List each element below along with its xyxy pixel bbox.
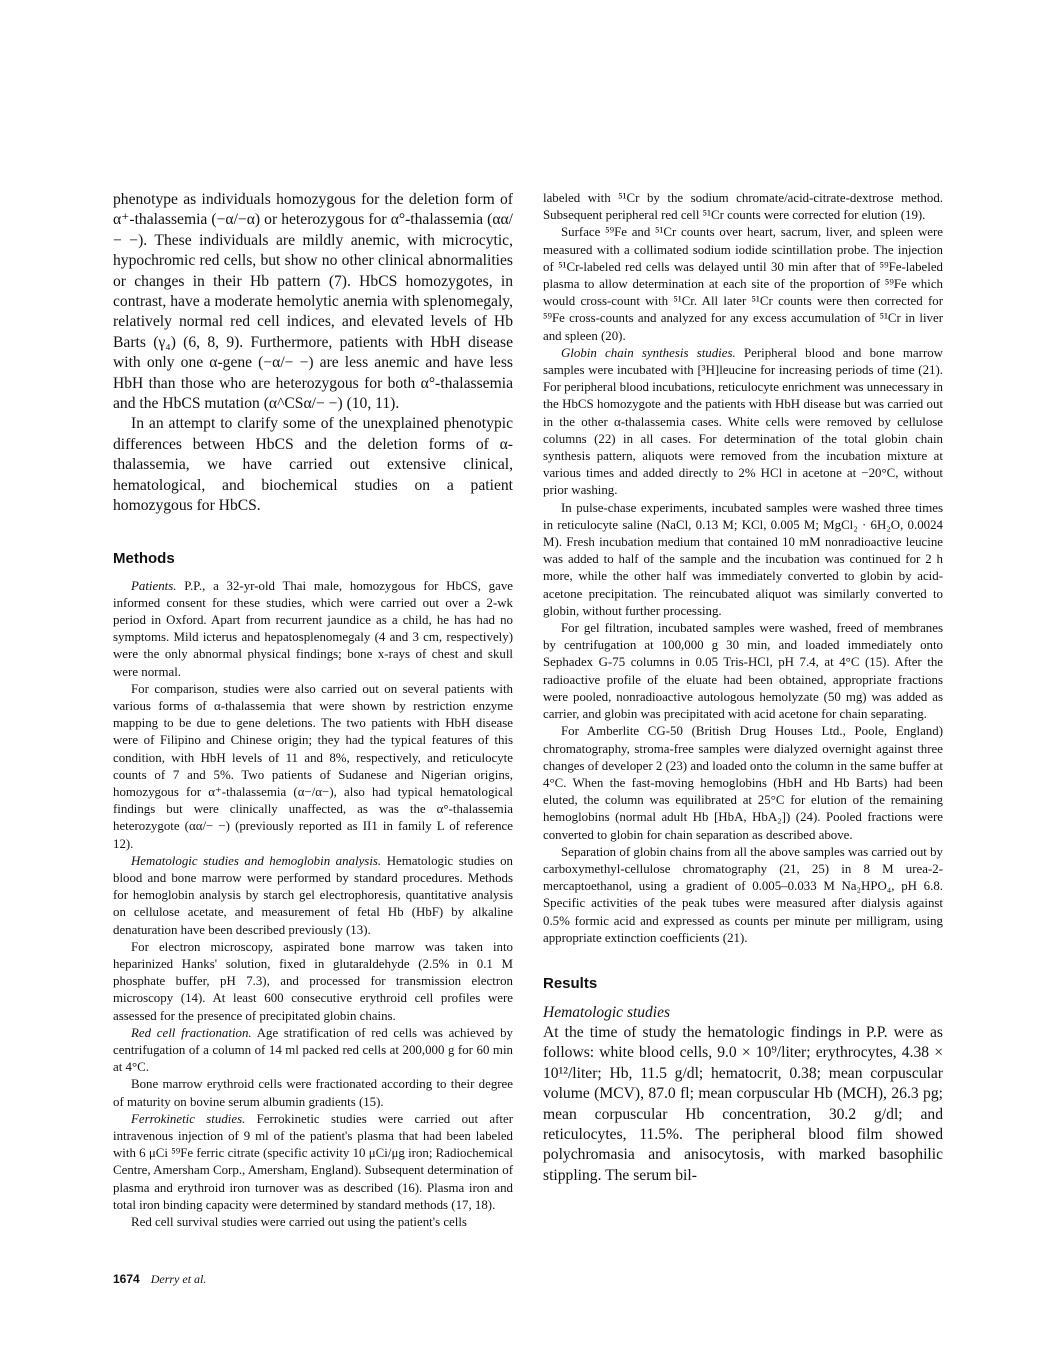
results-heading: Results bbox=[543, 974, 598, 992]
globin-runin: Globin chain synthesis studies. bbox=[561, 345, 736, 360]
results-section bbox=[543, 1023, 943, 1186]
methods-continued bbox=[543, 190, 943, 947]
patients-runin: Patients. bbox=[131, 578, 177, 593]
hematologic-runin: Hematologic studies and hemoglobin analysis. bbox=[131, 853, 382, 868]
fractionation-runin: Red cell fractionation. bbox=[131, 1025, 252, 1040]
hematologic-paragraph bbox=[113, 853, 513, 939]
hematologic-text: Hematologic studies on blood and bone marrow were performed by standard procedures. Methods for hemoglobin analysis by starch gel electrophoresis, quantitative analysis on cellulose acetate, and measurement of fetal Hb (HbF) by alkaline denaturation have been described previously (13). bbox=[113, 853, 514, 937]
fractionation-paragraph bbox=[113, 1025, 513, 1077]
gel-filtration-paragraph: For gel filtration, incubated samples were washed, freed of membranes by centrifugation at 100,000 g 30 min, and loaded immediately onto Sephadex G-75 columns in 0.05 Tris-HCl, pH 7.4, at 4°C (15). After the radioactive profile of the eluate had been obtained, appropriate fractions were pooled, nonradioactive autologous hemolyzate (50 mg) was added as carrier, and globin was precipitated with acid acetone for chain separating. bbox=[543, 621, 943, 722]
marrow-paragraph: Bone marrow erythroid cells were fractionated according to their degree of maturity on bovine serum albumin gradients (15). bbox=[113, 1077, 513, 1109]
separation-paragraph: Separation of globin chains from all the above samples was carried out by carboxymethyl-cellulose chromatography (21, 25) in 8 M urea-2-mercaptoethanol, using a gradient of 0.005–0.033 M Na₂HPO₄, pH 6.8. Specific activities of the peak tubes were measured after dialysis against 0.5% formic acid and expressed as counts per minute per milligram, using appropriate extinction coefficients (21). bbox=[543, 844, 943, 945]
methods-section bbox=[113, 578, 513, 1232]
page-number: 1674 bbox=[113, 1272, 140, 1286]
intro-paragraph-2: In an attempt to clarify some of the unexplained phenotypic differences between HbCS and the deletion forms of α-thalassemia, we have carried out extensive clinical, hematological, and biochemical studies on a patient homozygous for HbCS. bbox=[113, 415, 513, 515]
intro-section bbox=[113, 190, 513, 517]
amberlite-paragraph: For Amberlite CG-50 (British Drug Houses Ltd., Poole, England) chromatography, stroma-free samples were dialyzed overnight against three changes of developer 2 (23) and loaded onto the column in the same buffer at 4°C. When the fast-moving hemoglobins (HbH and Hb Barts) had been eluted, the column was equilibrated at 25°C for elution of the remaining hemoglobins (normal adult Hb [HbA, HbA₂]) (24). Pooled fractions were converted to globin for chain separation as described above. bbox=[543, 724, 943, 842]
ferrokinetic-text: Ferrokinetic studies were carried out after intravenous injection of 9 ml of the patient's plasma that had been labeled with 6 μCi ⁵⁹Fe ferric citrate (specific activity 10 μCi/μg iron; Radiochemical Centre, Amersham Corp., Amersham, England). Subsequent determination of plasma and erythroid iron turnover was as described (16). Plasma iron and total iron binding capacity were determined by standard methods (17, 18). bbox=[113, 1111, 513, 1212]
running-authors: Derry et al. bbox=[150, 1272, 207, 1286]
page-footer bbox=[113, 1272, 206, 1287]
pulse-chase-paragraph: In pulse-chase experiments, incubated samples were washed three times in reticulocyte saline (NaCl, 0.13 M; KCl, 0.005 M; MgCl₂ · 6H₂O, 0.0024 M). Fresh incubation medium that contained 10 mM nonradioactive leucine was added to half of the sample and the incubation was continued for 2 h more, while the other half was immediately converted to globin by acid-acetone precipitation. The reincubated aliquot was similarly converted to globin, without further processing. bbox=[543, 500, 943, 618]
comparison-paragraph: For comparison, studies were also carried out on several patients with various forms of α-thalassemia that were shown by restriction enzyme mapping to be due to gene deletions. The two patients with HbH disease were of Filipino and Chinese origin; they had the typical features of this condition, with HbH levels of 11 and 8%, respectively, and reticulocyte counts of 7 and 5%. Two patients of Sudanese and Nigerian origins, homozygous for α⁺-thalassemia (α−/α−), also had typical hematological findings but were clinically unaffected, as was the α°-thalassemia heterozygote (αα/− −) (previously reported as II1 in family L of reference 12). bbox=[113, 681, 513, 851]
survival-paragraph: Red cell survival studies were carried out using the patient's cells bbox=[131, 1215, 467, 1230]
surface-paragraph: Surface ⁵⁹Fe and ⁵¹Cr counts over heart, sacrum, liver, and spleen were measured with a collimated sodium iodide scintillation probe. The injection of ⁵¹Cr-labeled red cells was delayed until 30 min after that of ⁵⁹Fe-labeled plasma to allow determination at each site of the proportion of ⁵⁹Fe which would cross-count with ⁵¹Cr. All later ⁵¹Cr counts were then corrected for ⁵⁹Fe cross-counts and analyzed for any excess accumulation of ⁵¹Cr in liver and spleen (20). bbox=[543, 225, 943, 343]
fractionation-text: Age stratification of red cells was achieved by centrifugation of a column of 14 ml packed red cells at 200,000 g for 60 min at 4°C. bbox=[113, 1025, 513, 1075]
globin-paragraph bbox=[543, 345, 943, 500]
patients-text: P.P., a 32-yr-old Thai male, homozygous for HbCS, gave informed consent for these studies, which were carried out over a 2-wk period in Oxford. Apart from recurrent jaundice as a child, he has had no symptoms. Mild icterus and hepatosplenomegaly (4 and 3 cm, respectively) were the only abnormal physical findings; bone x-rays of chest and skull were normal. bbox=[113, 578, 513, 679]
hematologic-subheading: Hematologic studies bbox=[543, 1003, 670, 1021]
results-paragraph: At the time of study the hematologic findings in P.P. were as follows: white blood cells, 9.0 × 10⁹/liter; erythrocytes, 4.38 × 10¹²/liter; Hb, 11.5 g/dl; hematocrit, 0.38; mean corpuscular volume (MCV), 87.0 fl; mean corpuscular Hb (MCH), 26.3 pg; mean corpuscular Hb concentration, 30.2 g/dl; and reticulocytes, 11.5%. The peripheral blood film showed polychromasia and anisocytosis, with marked basophilic stippling. The serum bil- bbox=[543, 1023, 943, 1184]
intro-paragraph-1: phenotype as individuals homozygous for the deletion form of α⁺-thalassemia (−α/−α) or heterozygous for α°-thalassemia (αα/− −). These individuals are mildly anemic, with microcytic, hypochromic red cells, but show no other clinical abnormalities or changes in their Hb pattern (7). HbCS homozygotes, in contrast, have a moderate hemolytic anemia with splenomegaly, relatively normal red cell indices, and elevated levels of Hb Barts (γ₄) (6, 8, 9). Furthermore, patients with HbH disease with only one α-gene (−α/− −) are less anemic and have less HbH than those who are heterozygous for both α°-thalassemia and the HbCS mutation (α^CSα/− −) (10, 11). bbox=[113, 191, 513, 413]
continued-paragraph: labeled with ⁵¹Cr by the sodium chromate/acid-citrate-dextrose method. Subsequent peripheral red cell ⁵¹Cr counts were corrected for elution (19). bbox=[543, 191, 943, 223]
globin-text: Peripheral blood and bone marrow samples were incubated with [³H]leucine for increasing periods of time (21). For peripheral blood incubations, reticulocyte enrichment was unnecessary in the HbCS homozygote and the patients with HbH disease but was carried out in the other α-thalassemia cases. White cells were removed by cellulose columns (22) in all cases. For determination of the total globin chain synthesis pattern, aliquots were removed from the incubation mixture at various times and added directly to 2% HCl in acetone at −20°C, without prior washing. bbox=[543, 345, 943, 498]
ferrokinetic-runin: Ferrokinetic studies. bbox=[131, 1111, 246, 1126]
methods-heading: Methods bbox=[113, 549, 175, 567]
left-column bbox=[113, 190, 513, 1231]
ferrokinetic-paragraph bbox=[113, 1111, 513, 1214]
right-column bbox=[543, 190, 943, 1186]
electron-paragraph: For electron microscopy, aspirated bone marrow was taken into heparinized Hanks' solution, fixed in glutaraldehyde (2.5% in 0.1 M phosphate buffer, pH 7.3), and processed for transmission electron microscopy (14). At least 600 consecutive erythroid cell profiles were assessed for the presence of precipitated globin chains. bbox=[113, 939, 513, 1023]
patients-paragraph bbox=[113, 578, 513, 681]
